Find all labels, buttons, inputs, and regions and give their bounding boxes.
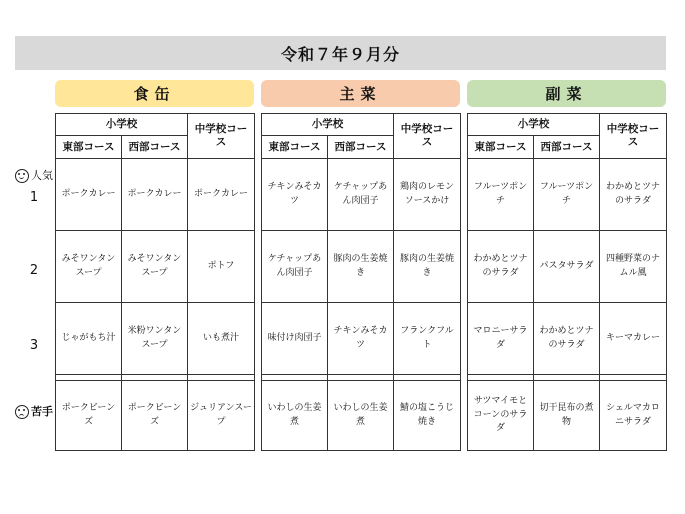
menu-cell: みそワンタンスープ bbox=[122, 231, 188, 303]
popular-text: 人気 bbox=[31, 169, 53, 182]
dislike-label bbox=[15, 403, 53, 419]
menu-cell: フランクフルト bbox=[394, 303, 461, 375]
menu-cell: いわしの生姜煮 bbox=[328, 381, 394, 451]
menu-cell: 豚肉の生姜焼き bbox=[328, 231, 394, 303]
menu-cell: マロニーサラダ bbox=[468, 303, 534, 375]
menu-cell: ポークカレー bbox=[122, 159, 188, 231]
menu-cell: いも煮汁 bbox=[188, 303, 255, 375]
group-fukusai bbox=[467, 80, 666, 107]
menu-cell: ポークカレー bbox=[56, 159, 122, 231]
header-elementary: 小学校 bbox=[468, 114, 600, 136]
table-fukusai bbox=[467, 113, 667, 451]
header-east: 東部コース bbox=[262, 136, 328, 159]
menu-cell: チキンみそカツ bbox=[328, 303, 394, 375]
menu-cell: フルーツポンチ bbox=[534, 159, 600, 231]
group-header-shusai: 主菜 bbox=[261, 80, 460, 107]
header-west: 西部コース bbox=[534, 136, 600, 159]
menu-cell: ポークビーンズ bbox=[122, 381, 188, 451]
header-east: 東部コース bbox=[56, 136, 122, 159]
menu-cell: 切干昆布の煮物 bbox=[534, 381, 600, 451]
sad-face-icon bbox=[15, 405, 29, 419]
menu-cell: サツマイモとコーンのサラダ bbox=[468, 381, 534, 451]
group-shusai bbox=[261, 80, 460, 107]
menu-cell: チキンみそカツ bbox=[262, 159, 328, 231]
menu-cell: 鶏肉のレモンソースかけ bbox=[394, 159, 461, 231]
menu-cell: わかめとツナのサラダ bbox=[468, 231, 534, 303]
page-title: 令和７年９月分 bbox=[15, 36, 666, 70]
menu-cell: 鯖の塩こうじ焼き bbox=[394, 381, 461, 451]
menu-cell: わかめとツナのサラダ bbox=[600, 159, 667, 231]
menu-cell: フルーツポンチ bbox=[468, 159, 534, 231]
menu-cell: 四種野菜のナムル風 bbox=[600, 231, 667, 303]
header-junior: 中学校コース bbox=[394, 114, 461, 159]
menu-cell: 味付け肉団子 bbox=[262, 303, 328, 375]
group-header-shokkan: 食缶 bbox=[55, 80, 254, 107]
header-elementary: 小学校 bbox=[262, 114, 394, 136]
header-junior: 中学校コース bbox=[600, 114, 667, 159]
dislike-text: 苦手 bbox=[31, 405, 53, 418]
menu-cell: じゃがもち汁 bbox=[56, 303, 122, 375]
menu-cell: みそワンタンスープ bbox=[56, 231, 122, 303]
menu-cell: ポークビーンズ bbox=[56, 381, 122, 451]
header-junior: 中学校コース bbox=[188, 114, 255, 159]
menu-cell: ケチャップあん肉団子 bbox=[262, 231, 328, 303]
group-shokkan bbox=[55, 80, 254, 107]
popular-label bbox=[15, 167, 53, 183]
table-shusai bbox=[261, 113, 461, 451]
menu-cell: キーマカレー bbox=[600, 303, 667, 375]
menu-cell: わかめとツナのサラダ bbox=[534, 303, 600, 375]
menu-cell: いわしの生姜煮 bbox=[262, 381, 328, 451]
header-west: 西部コース bbox=[122, 136, 188, 159]
table-shokkan bbox=[55, 113, 255, 451]
menu-cell: シェルマカロニサラダ bbox=[600, 381, 667, 451]
header-elementary: 小学校 bbox=[56, 114, 188, 136]
header-east: 東部コース bbox=[468, 136, 534, 159]
rank-1: 1 bbox=[29, 190, 39, 205]
menu-cell: パスタサラダ bbox=[534, 231, 600, 303]
menu-cell: ポトフ bbox=[188, 231, 255, 303]
header-west: 西部コース bbox=[328, 136, 394, 159]
menu-cell: ジュリアンスープ bbox=[188, 381, 255, 451]
group-header-fukusai: 副菜 bbox=[467, 80, 666, 107]
rank-3: 3 bbox=[29, 338, 39, 353]
menu-cell: ケチャップあん肉団子 bbox=[328, 159, 394, 231]
menu-cell: 豚肉の生姜焼き bbox=[394, 231, 461, 303]
menu-cell: 米粉ワンタンスープ bbox=[122, 303, 188, 375]
menu-cell: ポークカレー bbox=[188, 159, 255, 231]
smile-face-icon bbox=[15, 169, 29, 183]
rank-2: 2 bbox=[29, 263, 39, 278]
